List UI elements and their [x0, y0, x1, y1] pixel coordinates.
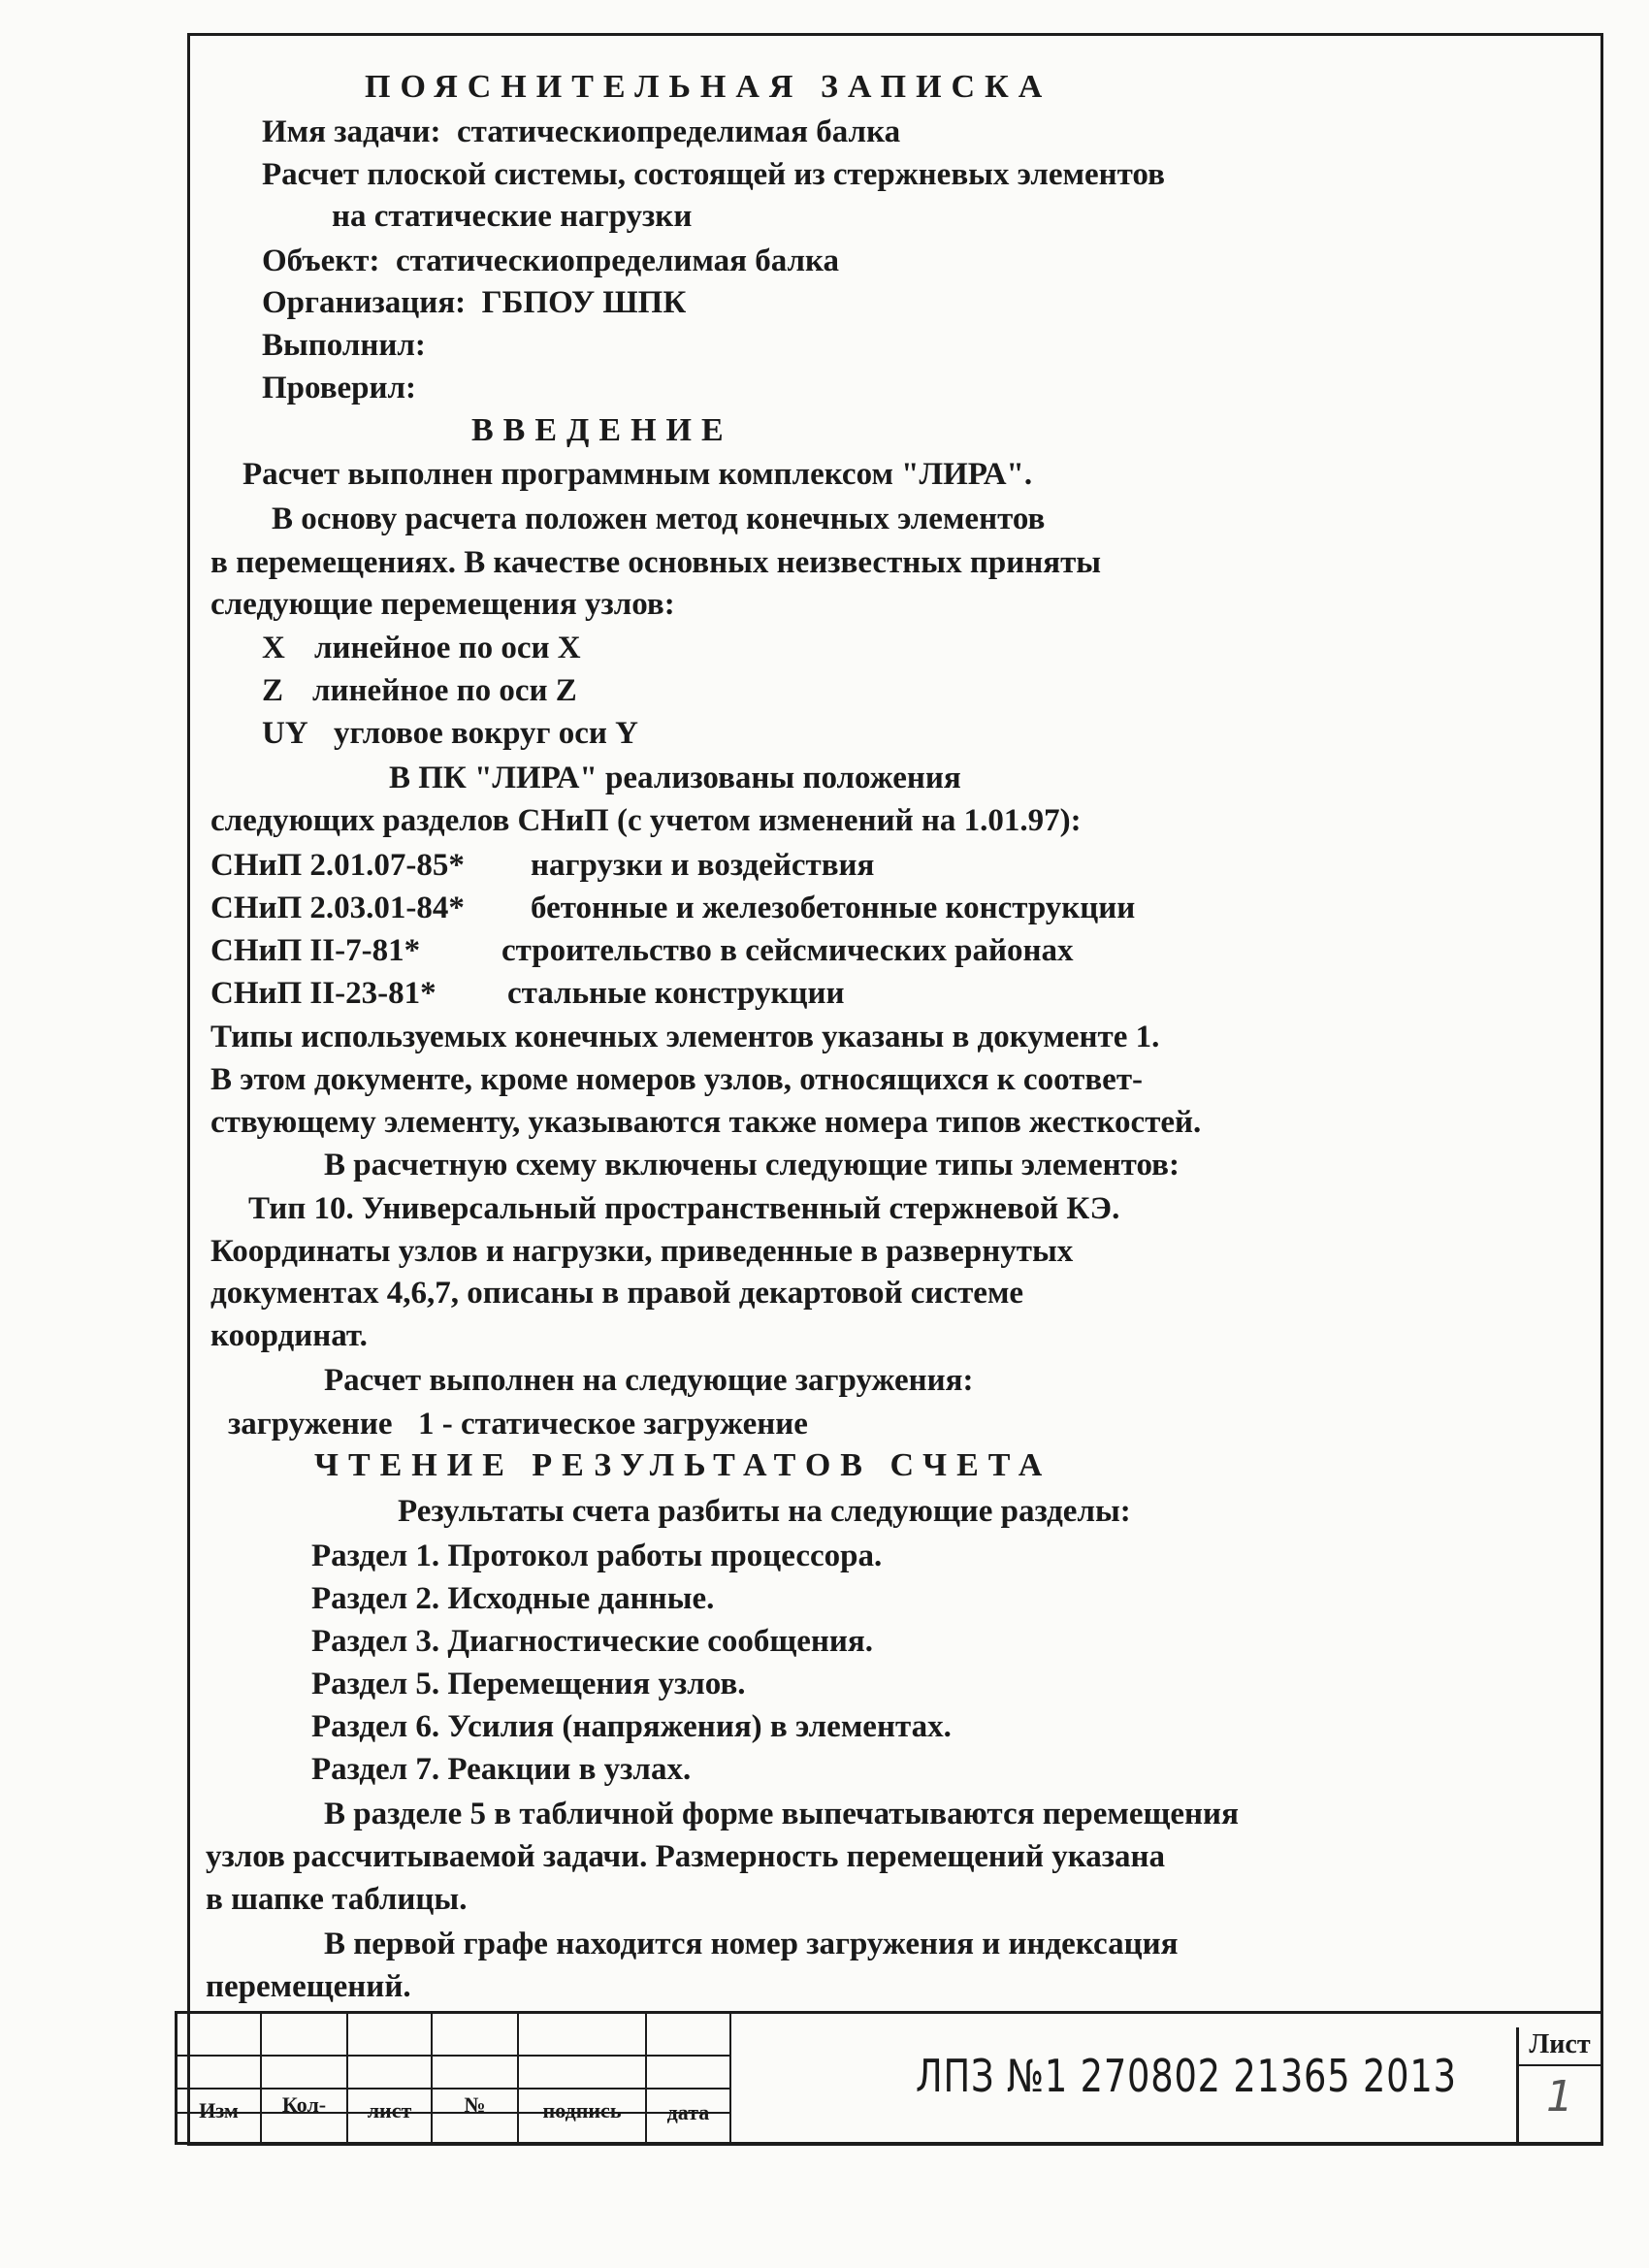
- intro-line: В ПК "ЛИРА" реализованы положения: [389, 761, 961, 795]
- column-label-sheet: лист: [367, 2098, 412, 2122]
- task-value: статическиопределимая балка: [457, 114, 901, 149]
- object-label: Объект:: [262, 243, 380, 278]
- load-case-value: 1 - статическое загружение: [418, 1407, 808, 1442]
- snip-item: [210, 974, 845, 1013]
- intro-line: координат.: [210, 1318, 368, 1353]
- dof-code: X: [262, 631, 285, 665]
- organization-line: [262, 283, 686, 322]
- intro-heading: ВВЕДЕНИЕ: [471, 412, 733, 448]
- performed-by-label: Выполнил:: [262, 328, 426, 363]
- grid-line: [1516, 2064, 1603, 2066]
- intro-line: ствующему элементу, указываются также номера типов жесткостей.: [210, 1105, 1202, 1140]
- dof-desc: линейное по оси X: [314, 631, 581, 665]
- sheet-label: Лист: [1529, 2029, 1591, 2059]
- results-line: узлов рассчитываемой задачи. Размерность перемещений указана: [206, 1839, 1166, 1874]
- intro-line: Расчет выполнен на следующие загружения:: [324, 1363, 974, 1398]
- intro-line: Координаты узлов и нагрузки, приведенные в развернутых: [210, 1234, 1074, 1269]
- title-block-bottom-border: [175, 2142, 1603, 2145]
- title-block-left-border: [175, 2011, 178, 2145]
- dof-item: [262, 629, 581, 667]
- intro-line: Тип 10. Универсальный пространственный стержневой КЭ.: [248, 1191, 1120, 1226]
- snip-desc: строительство в сейсмических районах: [501, 933, 1074, 968]
- dof-item: [262, 714, 638, 753]
- intro-line: следующих разделов СНиП (с учетом изменений на 1.01.97):: [210, 803, 1082, 838]
- calc-line-2: на статические нагрузки: [332, 199, 693, 234]
- results-section-item: Раздел 3. Диагностические сообщения.: [311, 1624, 874, 1659]
- results-line: Результаты счета разбиты на следующие разделы:: [398, 1494, 1131, 1529]
- snip-code: СНиП II-7-81*: [210, 933, 421, 968]
- intro-line: следующие перемещения узлов:: [210, 587, 675, 622]
- snip-item: [210, 846, 874, 885]
- snip-desc: стальные конструкции: [507, 976, 845, 1011]
- results-section-item: Раздел 2. Исходные данные.: [311, 1581, 715, 1616]
- snip-item: [210, 931, 1074, 970]
- intro-line: Типы используемых конечных элементов указаны в документе 1.: [210, 1020, 1160, 1054]
- document-code: ЛПЗ №1 270802 21365 2013: [916, 2050, 1457, 2102]
- load-case-label: загружение: [228, 1407, 393, 1442]
- column-label-count: Кол-: [281, 2092, 327, 2117]
- intro-line: В основу расчета положен метод конечных элементов: [272, 502, 1046, 536]
- object-value: статическиопределимая балка: [395, 243, 840, 278]
- snip-code: СНиП 2.01.07-85*: [210, 848, 465, 883]
- snip-item: [210, 889, 1135, 927]
- snip-code: СНиП II-23-81*: [210, 976, 436, 1011]
- intro-line: Расчет выполнен программным комплексом "ЛИРА".: [242, 457, 1033, 492]
- task-line: [262, 113, 900, 151]
- intro-line: В расчетную схему включены следующие типы элементов:: [324, 1148, 1180, 1183]
- results-section-item: Раздел 7. Реакции в узлах.: [311, 1752, 692, 1787]
- snip-desc: нагрузки и воздействия: [531, 848, 875, 883]
- dof-code: Z: [262, 673, 284, 708]
- dof-item: [262, 671, 577, 710]
- calc-line-1: Расчет плоской системы, состоящей из стержневых элементов: [262, 157, 1165, 192]
- grid-line: [431, 2011, 433, 2145]
- column-label-change: Изм: [199, 2098, 239, 2122]
- results-section-item: Раздел 5. Перемещения узлов.: [311, 1667, 746, 1701]
- organization-label: Организация:: [262, 285, 467, 320]
- column-label-date: дата: [666, 2100, 710, 2124]
- snip-desc: бетонные и железобетонные конструкции: [531, 891, 1136, 925]
- task-label: Имя задачи:: [262, 114, 441, 149]
- results-section-item: Раздел 1. Протокол работы процессора.: [311, 1539, 883, 1573]
- organization-value: ГБПОУ ШПК: [481, 285, 687, 320]
- column-label-number: №: [464, 2092, 486, 2117]
- object-line: [262, 242, 839, 280]
- grid-line: [517, 2011, 519, 2145]
- results-line: в шапке таблицы.: [206, 1882, 468, 1917]
- column-label-signature: подпись: [542, 2098, 622, 2122]
- results-line: В первой графе находится номер загружения и индексация: [324, 1927, 1179, 1961]
- dof-code: UY: [262, 716, 308, 751]
- snip-code: СНиП 2.03.01-84*: [210, 891, 465, 925]
- results-line: В разделе 5 в табличной форме выпечатываются перемещения: [324, 1797, 1239, 1831]
- results-section-item: Раздел 6. Усилия (напряжения) в элементах.: [311, 1709, 952, 1744]
- grid-line: [260, 2011, 262, 2145]
- dof-desc: угловое вокруг оси Y: [334, 716, 638, 751]
- grid-line: [346, 2011, 348, 2145]
- dof-desc: линейное по оси Z: [312, 673, 577, 708]
- results-line: перемещений.: [206, 1969, 411, 2004]
- results-heading: ЧТЕНИЕ РЕЗУЛЬТАТОВ СЧЕТА: [314, 1447, 1052, 1483]
- checked-by-label: Проверил:: [262, 371, 417, 405]
- intro-line: документах 4,6,7, описаны в правой декартовой системе: [210, 1276, 1024, 1311]
- load-case-line: [228, 1405, 808, 1443]
- intro-line: в перемещениях. В качестве основных неизвестных приняты: [210, 545, 1102, 580]
- document-title: ПОЯСНИТЕЛЬНАЯ ЗАПИСКА: [365, 69, 1052, 105]
- title-block-top-border: [175, 2011, 1603, 2014]
- sheet-number: 1: [1546, 2072, 1573, 2122]
- grid-line: [729, 2011, 731, 2145]
- intro-line: В этом документе, кроме номеров узлов, относящихся к соответ-: [210, 1062, 1144, 1097]
